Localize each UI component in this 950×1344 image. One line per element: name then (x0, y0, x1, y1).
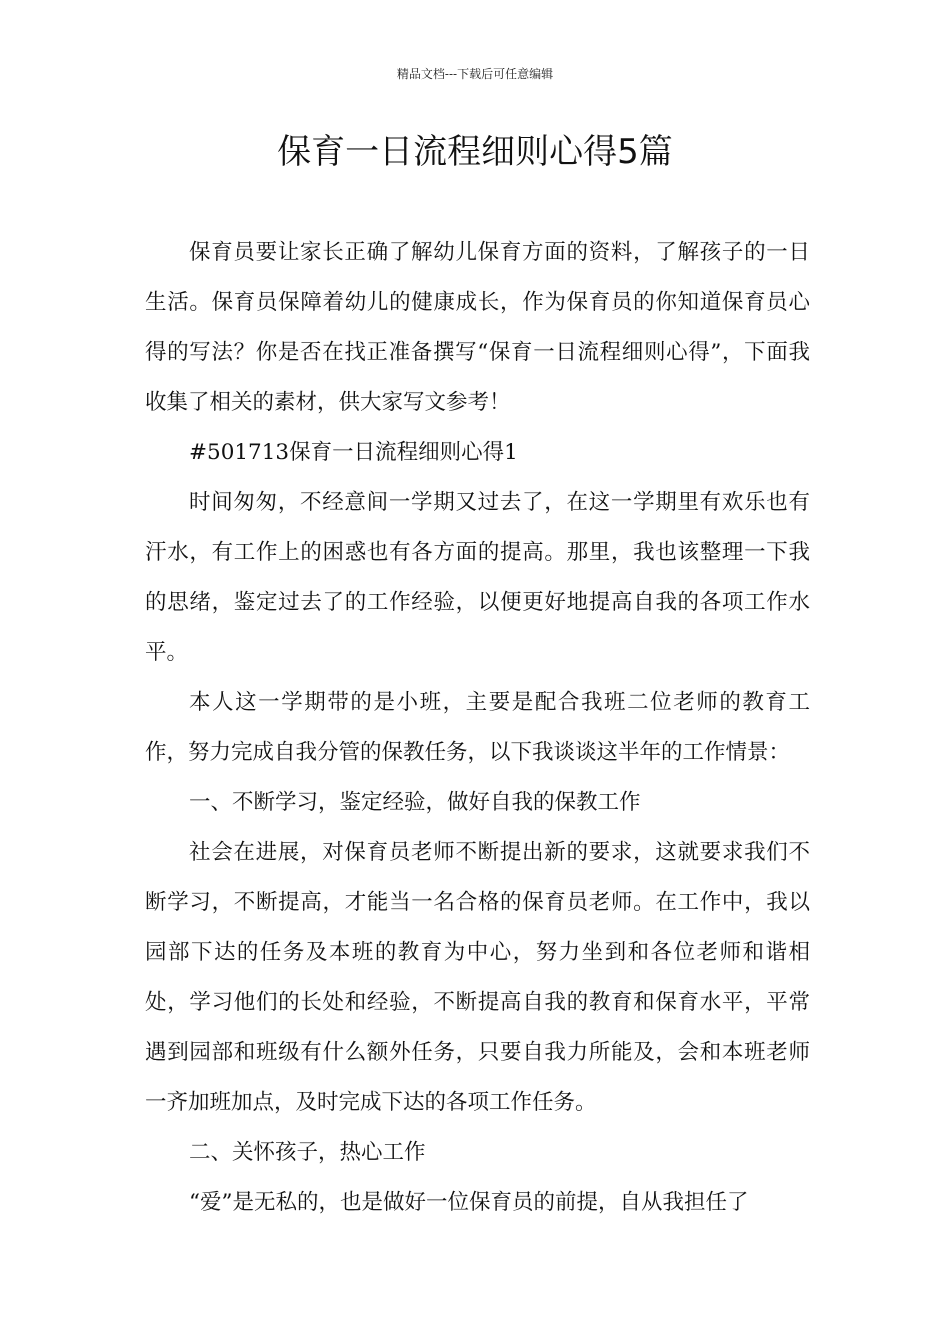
section-heading: #501713保育一日流程细则心得1 (189, 440, 518, 465)
document-title: 保育一日流程细则心得5篇 (277, 132, 673, 172)
subsection-heading: 一、不断学习，鉴定经验，做好自我的保教工作 (189, 790, 641, 815)
body-paragraph: 时间匆匆，不经意间一学期又过去了，在这一学期里有欢乐也有汗水，有工作上的困惑也有各方面的提高。那里，我也该整理一下我的思绪，鉴定过去了的工作经验，以便更好地提高自我的各项工作水平。 (145, 490, 810, 665)
body-paragraph: “爱”是无私的，也是做好一位保育员的前提，自从我担任了 (189, 1190, 749, 1215)
document-body (145, 228, 810, 1228)
body-paragraph: 本人这一学期带的是小班，主要是配合我班二位老师的教育工作，努力完成自我分管的保教任务，以下我谈谈这半年的工作情景： (145, 690, 810, 765)
body-paragraph: 社会在进展，对保育员老师不断提出新的要求，这就要求我们不断学习，不断提高，才能当一名合格的保育员老师。在工作中，我以园部下达的任务及本班的教育为中心，努力坐到和各位老师和谐相处，学习他们的长处和经验，不断提高自我的教育和保育水平，平常遇到园部和班级有什么额外任务，只要自我力所能及，会和本班老师一齐加班加点，及时完成下达的各项工作任务。 (145, 840, 810, 1115)
intro-paragraph: 保育员要让家长正确了解幼儿保育方面的资料，了解孩子的一日生活。保育员保障着幼儿的健康成长，作为保育员的你知道保育员心得的写法？你是否在找正准备撰写“保育一日流程细则心得”，下面我收集了相关的素材，供大家写文参考！ (145, 240, 810, 415)
header-note: 精品文档---下载后可任意编辑 (396, 67, 554, 81)
subsection-heading: 二、关怀孩子，热心工作 (189, 1140, 426, 1165)
